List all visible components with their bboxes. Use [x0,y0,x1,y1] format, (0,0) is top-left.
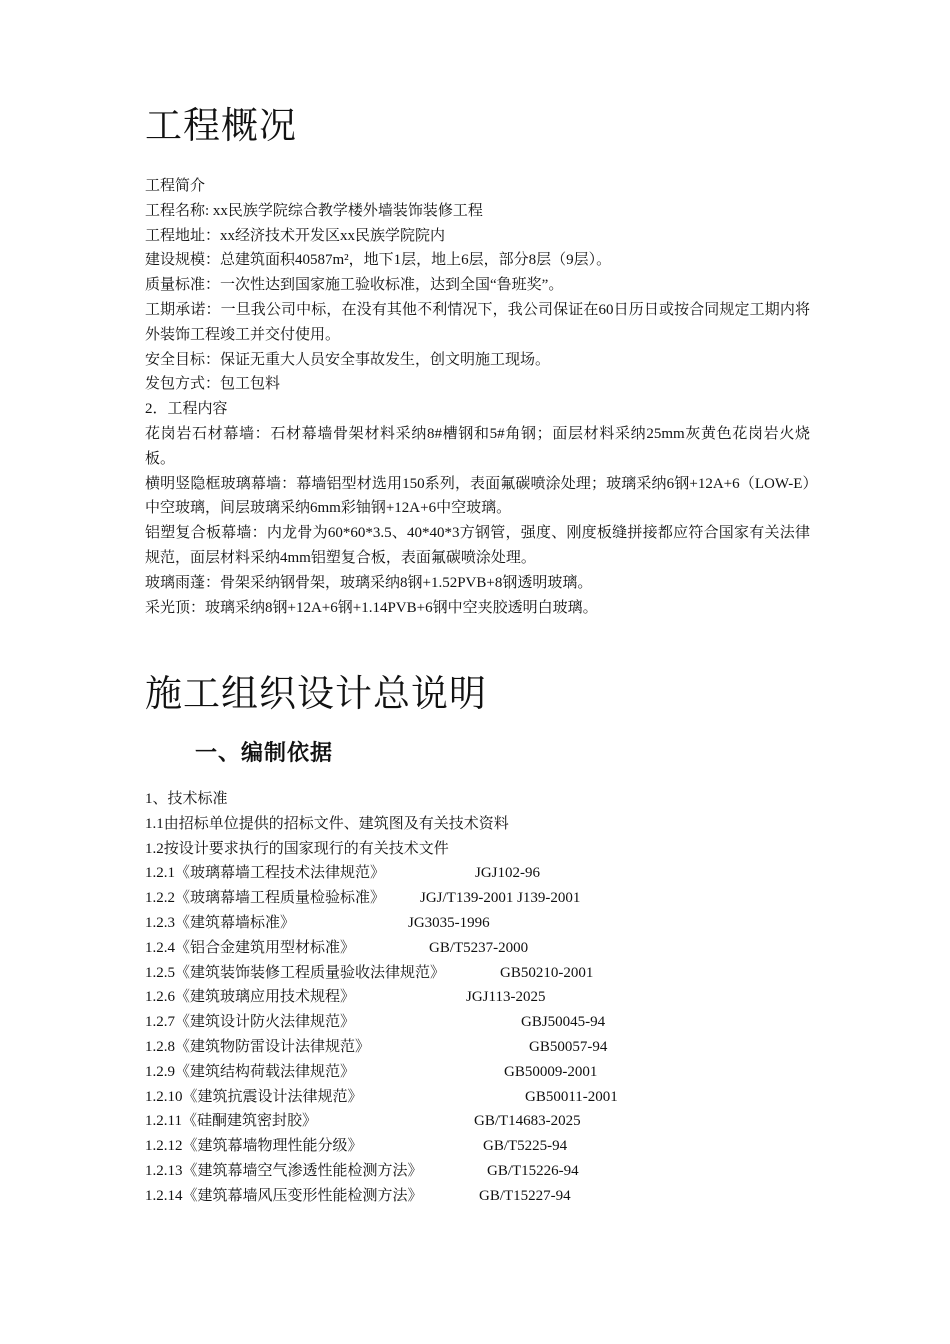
reference-row [145,1085,810,1110]
paragraph-glass-wall: 横明竖隐框玻璃幕墙：幕墙铝型材选用150系列，表面氟碳喷涂处理；玻璃采纳6钢+12A+6（LOW-E）中空玻璃，间层玻璃采纳6mm彩铀钢+12A+6中空玻璃。 [145,475,810,517]
reference-code: GB/T5237-2000 [429,939,529,956]
reference-name: 1.2.3《建筑幕墙标准》 [145,914,296,931]
reference-name: 1.2.2《玻璃幕墙工程质量检验标准》 [145,890,386,907]
paragraph-aluminum-wall: 铝塑复合板幕墙：内龙骨为60*60*3.5、40*40*3方钢管，强度、刚度板缝拼接都应符合国家有关法律规范，面层材料采纳4mm铝塑复合板，表面氟碳喷涂处理。 [145,525,810,566]
reference-code: GBJ50045-94 [521,1014,606,1031]
reference-code: GB50057-94 [529,1038,608,1055]
paragraph-content-heading: 2．工程内容 [145,401,228,418]
reference-name: 1.2.12《建筑幕墙物理性能分级》 [145,1138,363,1155]
reference-code: GB/T15227-94 [479,1187,571,1204]
paragraph-granite-wall: 花岗岩石材幕墙：石材幕墙骨架材料采纳8#槽钢和5#角钢；面层材料采纳25mm灰黄色花岗岩火烧板。 [145,425,810,467]
reference-row [145,1134,810,1159]
paragraph-skylight: 采光顶：玻璃采纳8钢+12A+6钢+1.14PVB+6钢中空夹胶透明白玻璃。 [145,599,598,616]
paragraph-intro-heading: 工程简介 [145,178,206,194]
reference-code: GB/T14683-2025 [474,1113,581,1130]
paragraph-contract-mode: 发包方式：包工包料 [145,376,281,393]
paragraph-canopy: 玻璃雨蓬：骨架采纳钢骨架，玻璃采纳8钢+1.52PVB+8钢透明玻璃。 [145,574,593,591]
reference-row [145,1060,810,1085]
reference-code: JGJ102-96 [475,865,541,882]
paragraph-project-name: 工程名称: xx民族学院综合教学楼外墙装饰装修工程 [145,202,483,219]
reference-code: JGJ113-2025 [466,989,546,1006]
reference-row [145,961,810,986]
reference-code: JG3035-1996 [408,914,490,931]
project-overview-body [145,174,810,620]
reference-row [145,1035,810,1060]
reference-name: 1.2.10《建筑抗震设计法律规范》 [145,1088,363,1105]
reference-row [145,1184,810,1209]
reference-list [145,787,810,1209]
reference-name: 1.2.13《建筑幕墙空气渗透性能检测方法》 [145,1162,423,1179]
paragraph-scale: 建设规模：总建筑面积40587m²，地下1层，地上6层，部分8层（9层）。 [145,252,612,269]
paragraph-safety: 安全目标：保证无重大人员安全事故发生，创文明施工现场。 [145,351,551,368]
reference-name: 1.2.14《建筑幕墙风压变形性能检测方法》 [145,1187,423,1204]
line-tech-standard: 1、技术标准 [145,791,228,807]
reference-name: 1.2.11《硅酮建筑密封胶》 [145,1113,317,1130]
reference-name: 1.2.4《铝合金建筑用型材标准》 [145,939,356,956]
reference-code: GB50011-2001 [525,1088,618,1105]
paragraph-quality: 质量标准：一次性达到国家施工验收标准，达到全国“鲁班奖”。 [145,277,564,294]
reference-row [145,911,810,936]
paragraph-project-address: 工程地址：xx经济技术开发区xx民族学院院内 [145,227,446,244]
reference-row [145,1109,810,1134]
reference-name: 1.2.9《建筑结构荷载法律规范》 [145,1063,356,1080]
reference-code: GB/T15226-94 [487,1162,579,1179]
reference-code: GB50210-2001 [500,964,594,981]
reference-row [145,886,810,911]
line-design-docs: 1.2按设计要求执行的国家现行的有关技术文件 [145,840,449,857]
reference-name: 1.2.5《建筑装饰装修工程质量验收法律规范》 [145,964,446,981]
subsection-title-basis: 一、编制依据 [195,741,334,766]
reference-row [145,1010,810,1035]
reference-name: 1.2.1《玻璃幕墙工程技术法律规范》 [145,865,386,882]
section-title-construction-design: 施工组织设计总说明 [145,672,487,715]
section-title-project-overview: 工程概况 [145,104,297,147]
reference-row [145,985,810,1010]
reference-name: 1.2.8《建筑物防雷设计法律规范》 [145,1038,371,1055]
reference-name: 1.2.6《建筑玻璃应用技术规程》 [145,989,356,1006]
reference-code: GB50009-2001 [504,1063,598,1080]
reference-row [145,1159,810,1184]
line-tender-docs: 1.1由招标单位提供的招标文件、建筑图及有关技术资料 [145,815,509,832]
reference-name: 1.2.7《建筑设计防火法律规范》 [145,1014,356,1031]
reference-row [145,936,810,961]
reference-row [145,861,810,886]
reference-code: JGJ/T139-2001 J139-2001 [420,890,581,907]
reference-code: GB/T5225-94 [483,1138,568,1155]
paragraph-schedule: 工期承诺：一旦我公司中标，在没有其他不利情况下，我公司保证在60日历日或按合同规定工期内将外装饰工程竣工并交付使用。 [145,301,810,343]
